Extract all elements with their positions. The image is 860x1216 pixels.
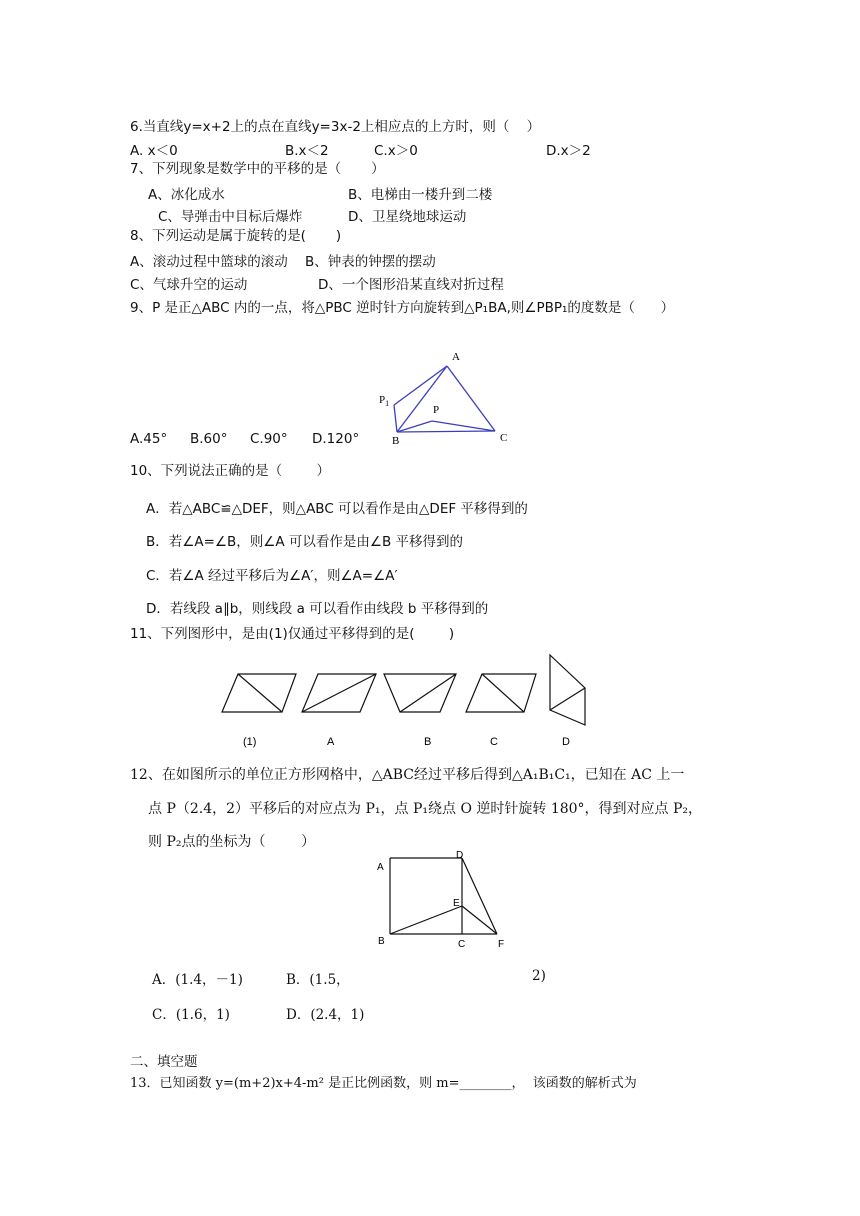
q8-stem: 8、下列运动是属于旋转的是( ) <box>130 228 342 244</box>
q8-option-c: C、气球升空的运动 <box>130 277 248 293</box>
q9-option-b: B.60° <box>190 431 228 447</box>
segment-df <box>462 858 497 934</box>
q9-triangle-figure <box>370 345 520 450</box>
label-figure-c: C <box>490 736 498 748</box>
segment-bp <box>397 421 432 432</box>
label-p1: $P_1$ <box>379 394 390 408</box>
segment-ef <box>462 906 497 934</box>
figure-c <box>466 674 536 712</box>
q7-option-a: A、冰化成水 <box>148 187 225 203</box>
segment-be <box>390 906 462 934</box>
q12-option-c: C．(1.6，1) <box>152 1007 230 1023</box>
q12-option-d: D．(2.4，1) <box>286 1007 365 1023</box>
label-a: A <box>377 862 384 873</box>
figure-1 <box>222 674 296 712</box>
q11-parallelogram-figures <box>218 652 603 752</box>
q10-option-a: A．若△ABC≌△DEF，则△ABC 可以看作是由△DEF 平移得到的 <box>146 501 528 517</box>
q13-stem: 13．已知函数 y=(m+2)x+4-m² 是正比例函数，则 m=________， 该函数的解析式为 <box>130 1076 637 1091</box>
label-b: B <box>378 936 385 947</box>
q9-option-d: D.120° <box>312 431 360 447</box>
segment-bc <box>397 431 495 432</box>
q12-option-b: B．(1.5， <box>286 972 350 988</box>
label-figure-d: D <box>562 736 570 748</box>
q10-option-c: C．若∠A 经过平移后为∠A′，则∠A=∠A′ <box>146 568 398 584</box>
q10-option-d: D．若线段 a∥b，则线段 a 可以看作由线段 b 平移得到的 <box>146 601 489 617</box>
q9-option-c: C.90° <box>250 431 288 447</box>
q12-stem-line-1: 12、在如图所示的单位正方形网格中，△ABC经过平移后得到△A₁B₁C₁，已知在 AC 上一 <box>130 767 685 783</box>
segment-pc <box>432 421 495 431</box>
q12-option-a: A．(1.4，－1) <box>152 972 243 988</box>
segment-p1b <box>394 405 397 432</box>
q8-option-b: B、钟表的钟摆的摆动 <box>305 254 436 270</box>
label-c: C <box>458 939 466 950</box>
label-b: B <box>392 435 400 447</box>
q6-option-d: D.x＞2 <box>546 143 591 159</box>
q6-option-c: C.x＞0 <box>374 143 418 159</box>
q9-option-a: A.45° <box>130 431 168 447</box>
q6-option-b: B.x＜2 <box>285 143 329 159</box>
q12-stem-line-2: 点 P（2.4，2）平移后的对应点为 P₁，点 P₁绕点 O 逆时针旋转 180°，得到对应点 P₂， <box>148 801 703 817</box>
q10-stem: 10、下列说法正确的是（ ） <box>130 463 331 479</box>
q7-option-c: C、导弹击中目标后爆炸 <box>158 209 303 225</box>
segment-ac <box>447 366 495 431</box>
label-p: P <box>433 404 440 416</box>
label-figure-b: B <box>424 736 432 748</box>
label-figure-1: (1) <box>243 736 257 748</box>
q8-option-d: D、一个图形沿某直线对折过程 <box>318 277 504 293</box>
label-c: C <box>500 432 508 444</box>
figure-b <box>384 674 456 712</box>
q8-option-a: A、滚动过程中篮球的滚动 <box>130 254 288 270</box>
q7-option-b: B、电梯由一楼升到二楼 <box>348 187 493 203</box>
q10-option-b: B．若∠A=∠B，则∠A 可以看作是由∠B 平移得到的 <box>146 534 464 550</box>
figure-a <box>302 674 376 712</box>
q7-option-d: D、卫星绕地球运动 <box>348 209 467 225</box>
label-d: D <box>456 850 464 861</box>
section-2-title: 二、填空题 <box>130 1054 198 1070</box>
q12-option-b-tail: 2) <box>532 968 546 984</box>
q7-stem: 7、下列现象是数学中的平移的是（ ） <box>130 161 385 177</box>
label-a: A <box>452 351 460 363</box>
label-f: F <box>498 939 505 950</box>
q6-stem: 6.当直线y=x+2上的点在直线y=3x-2上相应点的上方时，则（ ） <box>130 119 541 135</box>
segment-ap1 <box>394 366 447 405</box>
q12-grid-figure <box>372 848 512 953</box>
q9-stem: 9、P 是正△ABC 内的一点，将△PBC 逆时针方向旋转到△P₁BA,则∠PBP₁的度数是（ ） <box>130 300 675 316</box>
figure-d <box>550 655 585 725</box>
label-figure-a: A <box>327 736 335 748</box>
q12-stem-line-3: 则 P₂点的坐标为（ ） <box>148 834 316 850</box>
q6-option-a: A. x＜0 <box>130 143 178 159</box>
q11-stem: 11、下列图形中，是由(1)仅通过平移得到的是( ) <box>130 626 455 642</box>
label-e: E <box>453 898 460 909</box>
